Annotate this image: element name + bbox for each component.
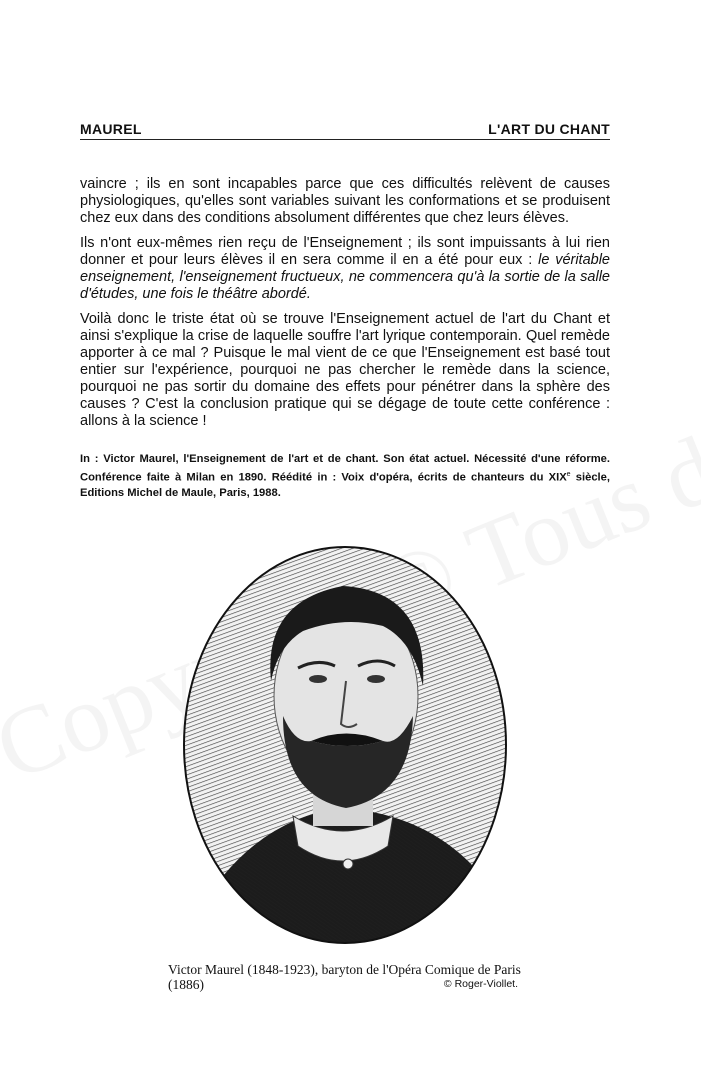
paragraph-1: vaincre ; ils en sont incapables parce que ces difficultés relèvent de causes physiologiques, qu'elles sont variables suivant les conformations et se produisent chez eux dans des conditions absolument différentes que chez leurs élèves. bbox=[80, 176, 610, 226]
portrait-caption bbox=[168, 962, 528, 992]
source-lead: In : bbox=[80, 453, 99, 465]
paragraph-2 bbox=[80, 235, 610, 303]
header-title: L'ART DU CHANT bbox=[488, 121, 610, 137]
paragraph-2-italic: le véritable enseignement, l'enseignement fructueux, ne commencera qu'à la sortie de la salle d'études, une fois le théâtre abordé. bbox=[80, 252, 610, 302]
portrait-engraving bbox=[183, 546, 507, 944]
header-rule bbox=[80, 139, 610, 140]
paragraph-2-text: Ils n'ont eux-mêmes rien reçu de l'Enseignement ; ils sont impuissants à lui rien donner et pour leurs élèves il en sera comme il en a été pour eux : bbox=[80, 235, 610, 268]
source-superscript: e bbox=[566, 471, 571, 478]
header-author: MAUREL bbox=[80, 121, 142, 137]
body-text bbox=[80, 176, 610, 438]
paragraph-3: Voilà donc le triste état où se trouve l'Enseignement actuel de l'art du Chant et ainsi s'explique la crise de laquelle souffre l'art lyrique contemporain. Quel remède apporter à ce mal ? Puisque le mal vient de ce que l'Enseignement est basé tout entier sur l'expérience, pourquoi ne pas chercher le remède dans la science, pourquoi ne pas sortir du domaine des effets pour pénétrer dans la sphère des causes ? C'est la conclusion pratique qui se dégage de toute cette conférence : allons à la science ! bbox=[80, 311, 610, 429]
running-header bbox=[80, 121, 610, 137]
caption-text: Victor Maurel (1848-1923), baryton de l'Opéra Comique de Paris (1886) bbox=[168, 962, 521, 992]
source-citation bbox=[80, 452, 610, 501]
source-text: Victor Maurel, l'Enseignement de l'art et de chant. Son état actuel. Nécessité d'une réforme. Conférence faite à Milan en 1890. Réédité in : Voix d'opéra, écrits de chanteurs du XIX bbox=[80, 453, 610, 484]
photo-credit: © Roger-Viollet. bbox=[443, 978, 518, 990]
source-tail: siècle, Editions Michel de Maule, Paris, 1988. bbox=[80, 471, 610, 499]
